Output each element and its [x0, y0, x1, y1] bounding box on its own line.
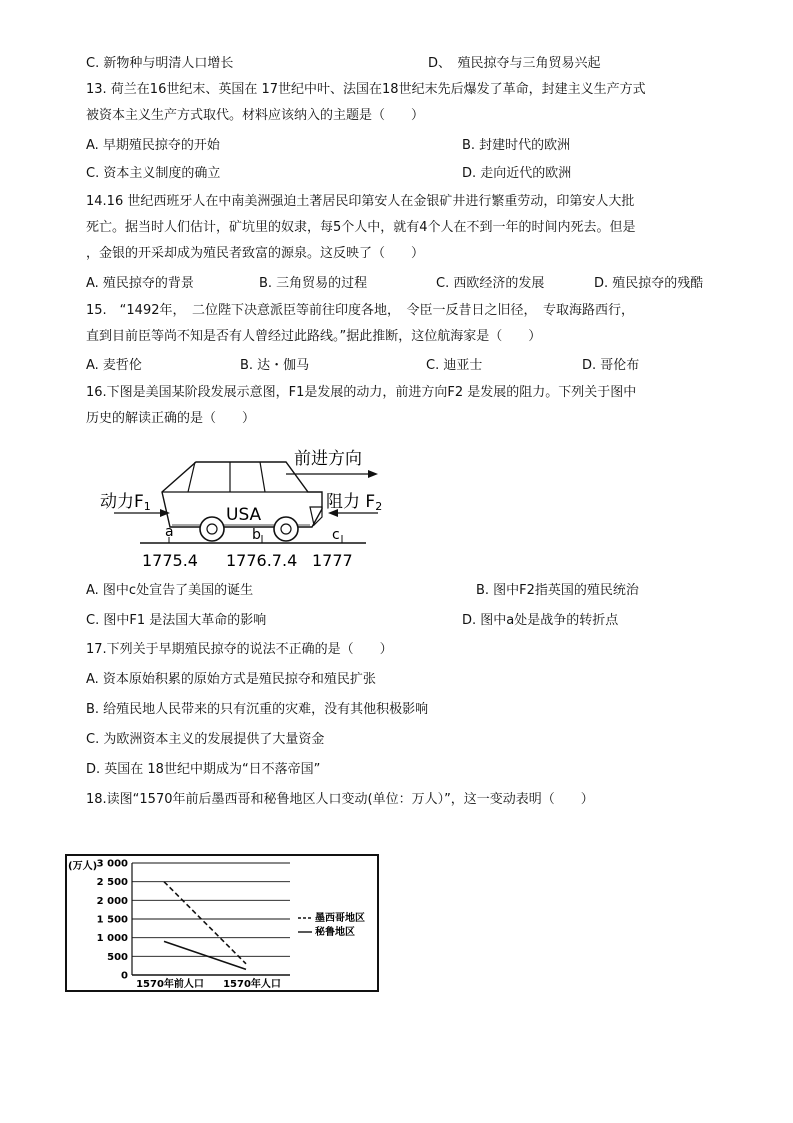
q14-stem-line3: ，金银的开采却成为殖民者致富的源泉。这反映了（ ） — [86, 246, 425, 261]
chart-legend-label: 墨西哥地区 — [315, 913, 365, 924]
q15-option-c: C. 迪亚士 — [426, 358, 483, 373]
chart-y-tick-label: 2 500 — [96, 877, 128, 889]
force1-label: 动力F1 — [100, 492, 151, 513]
q16-stem-line1: 16.下图是美国某阶段发展示意图，F1是发展的动力，前进方向F2 是发展的阻力。下列关于图中 — [86, 385, 637, 400]
q14-option-b: B. 三角贸易的过程 — [259, 276, 368, 291]
rear-wheel — [274, 517, 298, 541]
q13-option-a: A. 早期殖民掠夺的开始 — [86, 138, 220, 153]
car-label: USA — [226, 505, 262, 525]
q12-option-d: D、 殖民掠夺与三角贸易兴起 — [428, 56, 601, 71]
q17-option-d: D. 英国在 18世纪中期成为“日不落帝国” — [86, 762, 321, 777]
mark-b: b — [252, 527, 261, 543]
date-b: 1776.7.4 — [226, 551, 298, 570]
car-bumper — [310, 507, 322, 525]
chart-y-tick-label: 2 000 — [96, 895, 128, 907]
q16-option-a: A. 图中c处宣告了美国的诞生 — [86, 583, 254, 598]
q13-stem-line1: 13. 荷兰在16世纪末、英国在 17世纪中叶、法国在18世纪末先后爆发了革命，封建主义生产方式 — [86, 82, 646, 97]
force2-label: 阻力 F2 — [326, 492, 383, 513]
q12-option-c: C. 新物种与明清人口增长 — [86, 56, 234, 71]
q13-option-b: B. 封建时代的欧洲 — [462, 138, 571, 153]
q15-stem-line2: 直到目前臣等尚不知是否有人曾经过此路线。”据此推断，这位航海家是（ ） — [86, 329, 542, 344]
force1-arrow-head — [160, 509, 170, 517]
q14-option-d: D. 殖民掠夺的残酷 — [594, 276, 704, 291]
chart-y-tick-label: 1 500 — [96, 914, 128, 926]
q16-option-d: D. 图中a处是战争的转折点 — [462, 613, 619, 628]
q14-option-c: C. 西欧经济的发展 — [436, 276, 545, 291]
date-c: 1777 — [312, 551, 353, 570]
mark-a: a — [165, 524, 174, 540]
chart-ylabel: (万人) — [68, 861, 98, 872]
q18-stem: 18.读图“1570年前后墨西哥和秘鲁地区人口变动(单位：万人）”，这一变动表明（ ） — [86, 792, 594, 807]
chart-y-tick-label: 3 000 — [96, 858, 128, 870]
q17-option-b: B. 给殖民地人民带来的只有沉重的灾难，没有其他积极影响 — [86, 702, 429, 717]
q16-option-b: B. 图中F2指英国的殖民统治 — [476, 583, 639, 598]
q13-stem-line2: 被资本主义生产方式取代。材料应该纳入的主题是（ ） — [86, 108, 425, 123]
q16-option-c: C. 图中F1 是法国大革命的影响 — [86, 613, 267, 628]
chart-category-label: 1570年前人口 — [136, 979, 204, 990]
chart-legend-label: 秘鲁地区 — [315, 927, 355, 938]
chart-y-tick-label: 500 — [107, 951, 128, 963]
date-a: 1775.4 — [142, 551, 198, 570]
q13-option-c: C. 资本主义制度的确立 — [86, 166, 221, 181]
q17-option-a: A. 资本原始积累的原始方式是殖民掠夺和殖民扩张 — [86, 672, 376, 687]
q15-option-a: A. 麦哲伦 — [86, 358, 142, 373]
q15-option-b: B. 达・伽马 — [240, 358, 310, 373]
direction-label: 前进方向 — [294, 449, 362, 469]
q15-stem-line1: 15. “1492年， 二位陛下决意派臣等前往印度各地， 令臣一反昔日之旧径， 专取海路西行， — [86, 303, 634, 318]
q15-option-d: D. 哥伦布 — [582, 358, 640, 373]
direction-arrow-head — [368, 470, 378, 478]
q14-option-a: A. 殖民掠夺的背景 — [86, 276, 194, 291]
chart-category-label: 1570年人口 — [223, 979, 281, 990]
q17-stem: 17.下列关于早期殖民掠夺的说法不正确的是（ ） — [86, 642, 393, 657]
front-wheel — [200, 517, 224, 541]
mark-c: c — [332, 527, 340, 543]
q16-stem-line2: 历史的解读正确的是（ ） — [86, 411, 256, 426]
chart-y-tick-label: 1 000 — [96, 933, 128, 945]
q13-option-d: D. 走向近代的欧洲 — [462, 166, 572, 181]
chart-y-tick-label: 0 — [121, 970, 128, 982]
population-chart — [64, 853, 380, 993]
us-development-diagram — [100, 447, 383, 577]
q14-stem-line1: 14.16 世纪西班牙人在中南美洲强迫土著居民印第安人在金银矿井进行繁重劳动，印第安人大批 — [86, 194, 635, 209]
q14-stem-line2: 死亡。据当时人们估计，矿坑里的奴隶，每5个人中，就有4个人在不到一年的时间内死去。但是 — [86, 220, 636, 235]
q17-option-c: C. 为欧洲资本主义的发展提供了大量资金 — [86, 732, 325, 747]
